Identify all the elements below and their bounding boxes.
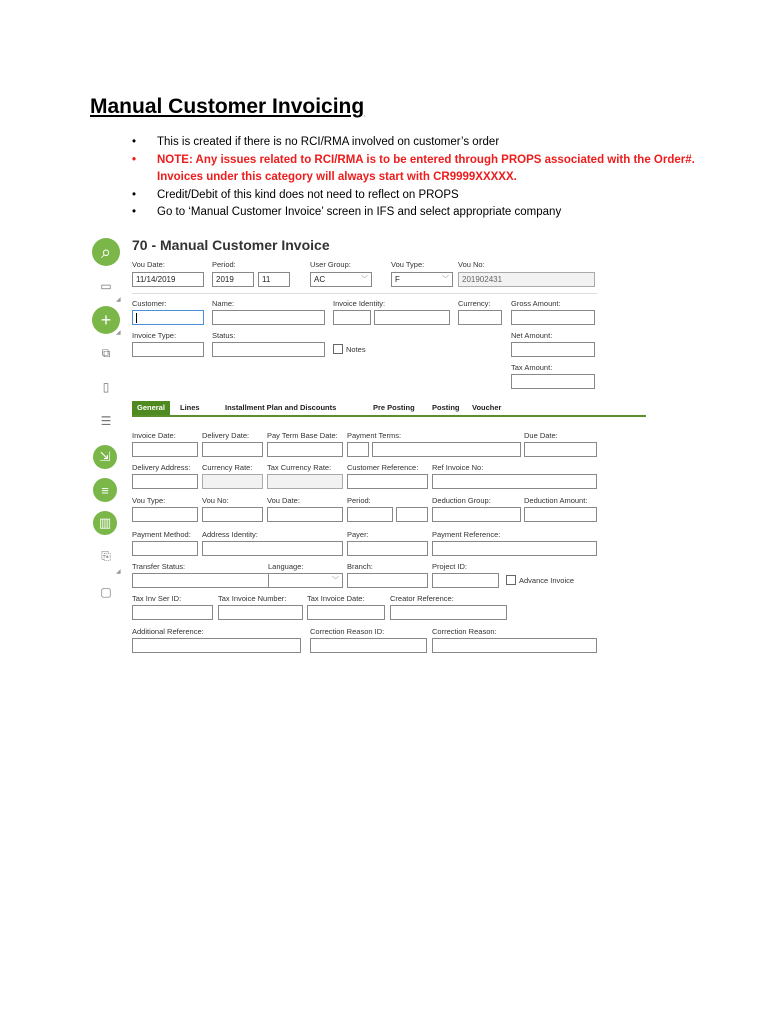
duplicate-icon[interactable]: ⧉ [101,345,111,360]
period-year-input[interactable] [347,507,393,522]
correction-reason-label: Correction Reason: [432,627,497,636]
vou-date-label: Vou Date: [267,496,300,505]
export-icon[interactable]: ⇲ [93,445,117,469]
additional-reference-input[interactable] [132,638,301,653]
creator-reference-label: Creator Reference: [390,594,454,603]
payment-terms-description[interactable] [372,442,521,457]
vou-type-label: Vou Type: [132,496,166,505]
bullet-item: • This is created if there is no RCI/RMA involved on customer’s order [132,136,500,148]
currency-label: Currency: [458,299,491,308]
search-icon[interactable]: ⌕ [92,238,120,266]
payer-input[interactable] [347,541,428,556]
vou-no-label: Vou No: [202,496,229,505]
invoice-identity-input[interactable] [333,310,371,325]
branch-label: Branch: [347,562,373,571]
delivery-address-label: Delivery Address: [132,463,191,472]
correction-reason-input[interactable] [432,638,597,653]
transfer-status-label: Transfer Status: [132,562,186,571]
invoice-date-input[interactable] [132,442,198,457]
tab-installment-plan[interactable]: Installment Plan and Discounts [225,403,337,412]
ref-invoice-no-label: Ref Invoice No: [432,463,484,472]
currency-input[interactable] [458,310,502,325]
transfer-status-field[interactable] [132,573,273,588]
name-input[interactable] [212,310,325,325]
vou-date-input[interactable] [267,507,343,522]
tax-amount-label: Tax Amount: [511,363,553,372]
payment-reference-label: Payment Reference: [432,530,501,539]
correction-reason-id-label: Correction Reason ID: [310,627,385,636]
payment-method-label: Payment Method: [132,530,191,539]
notes-checkbox[interactable] [333,344,343,354]
tax-invoice-date-label: Tax Invoice Date: [307,594,365,603]
tax-inv-ser-id-input[interactable] [132,605,213,620]
delete-icon[interactable]: ▯ [102,380,110,394]
chevron-down-icon: ﹀ [332,577,339,584]
payment-method-input[interactable] [132,541,198,556]
tax-invoice-number-input[interactable] [218,605,303,620]
user-group-label: User Group: [310,260,351,269]
customer-input[interactable] [132,310,204,325]
pay-term-base-date-label: Pay Term Base Date: [267,431,338,440]
tax-currency-rate-input[interactable] [267,474,343,489]
chevron-down-icon: ﹀ [442,276,449,283]
bullet-text: NOTE: Any issues related to RCI/RMA is to be entered through PROPS associated with the Order#. Invoices under this category will always start with CR9999XXXXX. [157,153,695,183]
vou-type-select[interactable] [391,272,453,287]
currency-rate-label: Currency Rate: [202,463,253,472]
payment-terms-label: Payment Terms: [347,431,402,440]
document-info-icon[interactable]: ⎘ [101,548,111,563]
additional-reference-label: Additional Reference: [132,627,204,636]
gross-amount-input[interactable] [511,310,595,325]
period-number-input[interactable] [396,507,428,522]
list-view-icon[interactable]: ▭ [100,279,112,293]
advance-invoice-label: Advance Invoice [519,576,575,585]
project-id-label: Project ID: [432,562,468,571]
name-label: Name: [212,299,235,308]
vou-date-label: Vou Date: [132,260,165,269]
currency-rate-input[interactable] [202,474,263,489]
vou-no-input[interactable] [202,507,263,522]
divider [132,293,597,294]
status-label: Status: [212,331,236,340]
gross-amount-label: Gross Amount: [511,299,561,308]
tab-bar [132,401,646,415]
tax-inv-ser-id-label: Tax Inv Ser ID: [132,594,182,603]
bullet-text: This is created if there is no RCI/RMA involved on customer’s order [157,136,500,148]
period-label: Period: [212,260,236,269]
project-id-input[interactable] [432,573,499,588]
deduction-amount-label: Deduction Amount: [524,496,588,505]
bullet-item: • Go to ‘Manual Customer Invoice’ screen in IFS and select appropriate company [132,206,562,218]
expand-arrow-icon: ◢ [116,569,121,575]
document-title: Manual Customer Invoicing [90,95,365,118]
due-date-input[interactable] [524,442,597,457]
ifs-screenshot [90,232,650,662]
net-amount-input[interactable] [511,342,595,357]
notes-label: Notes [346,345,366,354]
text-cursor [136,313,137,323]
invoice-identity-name-input[interactable] [374,310,450,325]
language-select[interactable] [268,573,343,588]
tab-posting[interactable]: Posting [432,403,460,412]
attachment-icon[interactable]: ≡ [93,478,117,502]
address-identity-input[interactable] [202,541,343,556]
delivery-date-input[interactable] [202,442,263,457]
tab-general[interactable]: General [132,401,170,415]
user-group-value: AC [314,275,326,284]
invoice-date-label: Invoice Date: [132,431,176,440]
chart-icon[interactable]: ▥ [93,511,117,535]
delivery-address-input[interactable] [132,474,198,489]
expand-arrow-icon: ◢ [116,330,121,336]
window-title: 70 - Manual Customer Invoice [132,237,330,253]
tax-amount-input[interactable] [511,374,595,389]
payer-label: Payer: [347,530,369,539]
payment-terms-input[interactable] [347,442,369,457]
user-group-select[interactable] [310,272,372,287]
tab-lines[interactable]: Lines [180,403,200,412]
tab-underline [132,415,646,417]
ref-invoice-no-input[interactable] [432,474,597,489]
period-year-field[interactable]: 2019 [212,272,254,287]
period-label: Period: [347,496,371,505]
deduction-group-label: Deduction Group: [432,496,491,505]
vou-type-input[interactable] [132,507,198,522]
deduction-amount-input[interactable] [524,507,597,522]
bullet-item: • Credit/Debit of this kind does not need to reflect on PROPS [132,188,459,201]
bullet-text: Credit/Debit of this kind does not need to reflect on PROPS [157,188,459,201]
tax-currency-rate-label: Tax Currency Rate: [267,463,332,472]
status-field[interactable] [212,342,325,357]
branch-input[interactable] [347,573,428,588]
payment-reference-input[interactable] [432,541,597,556]
due-date-label: Due Date: [524,431,558,440]
expand-arrow-icon: ◢ [116,297,121,303]
tab-pre-posting[interactable]: Pre Posting [373,403,415,412]
vou-type-label: Vou Type: [391,260,425,269]
delivery-date-label: Delivery Date: [202,431,250,440]
bullet-text: Go to ‘Manual Customer Invoice’ screen in IFS and select appropriate company [157,206,562,218]
tax-invoice-number-label: Tax Invoice Number: [218,594,287,603]
customer-label: Customer: [132,299,167,308]
note-icon[interactable]: ▢ [100,585,112,599]
address-identity-label: Address Identity: [202,530,258,539]
vou-type-value: F [395,275,400,284]
add-icon[interactable]: + [92,306,120,334]
language-label: Language: [268,562,304,571]
correction-reason-id-input[interactable] [310,638,427,653]
details-list-icon[interactable]: ☰ [100,414,112,428]
bullet-list [132,134,732,222]
customer-reference-input[interactable] [347,474,428,489]
customer-reference-label: Customer Reference: [347,463,419,472]
period-number-field[interactable]: 11 [258,272,290,287]
pay-term-base-date-input[interactable] [267,442,343,457]
deduction-group-input[interactable] [432,507,521,522]
tax-invoice-date-input[interactable] [307,605,385,620]
creator-reference-input[interactable] [390,605,507,620]
vou-date-field[interactable]: 11/14/2019 [132,272,204,287]
tab-voucher[interactable]: Voucher [472,403,502,412]
chevron-down-icon: ﹀ [361,276,368,283]
bullet-item-note: • NOTE: Any issues related to RCI/RMA is to be entered through PROPS associated with the Order#. Invoices under this category will always start with CR9999XXXXX. [132,153,695,183]
net-amount-label: Net Amount: [511,331,553,340]
invoice-identity-label: Invoice Identity: [333,299,386,308]
advance-invoice-checkbox[interactable] [506,575,516,585]
invoice-type-input[interactable] [132,342,204,357]
vou-no-label: Vou No: [458,260,485,269]
vou-no-field: 201902431 [458,272,595,287]
invoice-type-label: Invoice Type: [132,331,177,340]
